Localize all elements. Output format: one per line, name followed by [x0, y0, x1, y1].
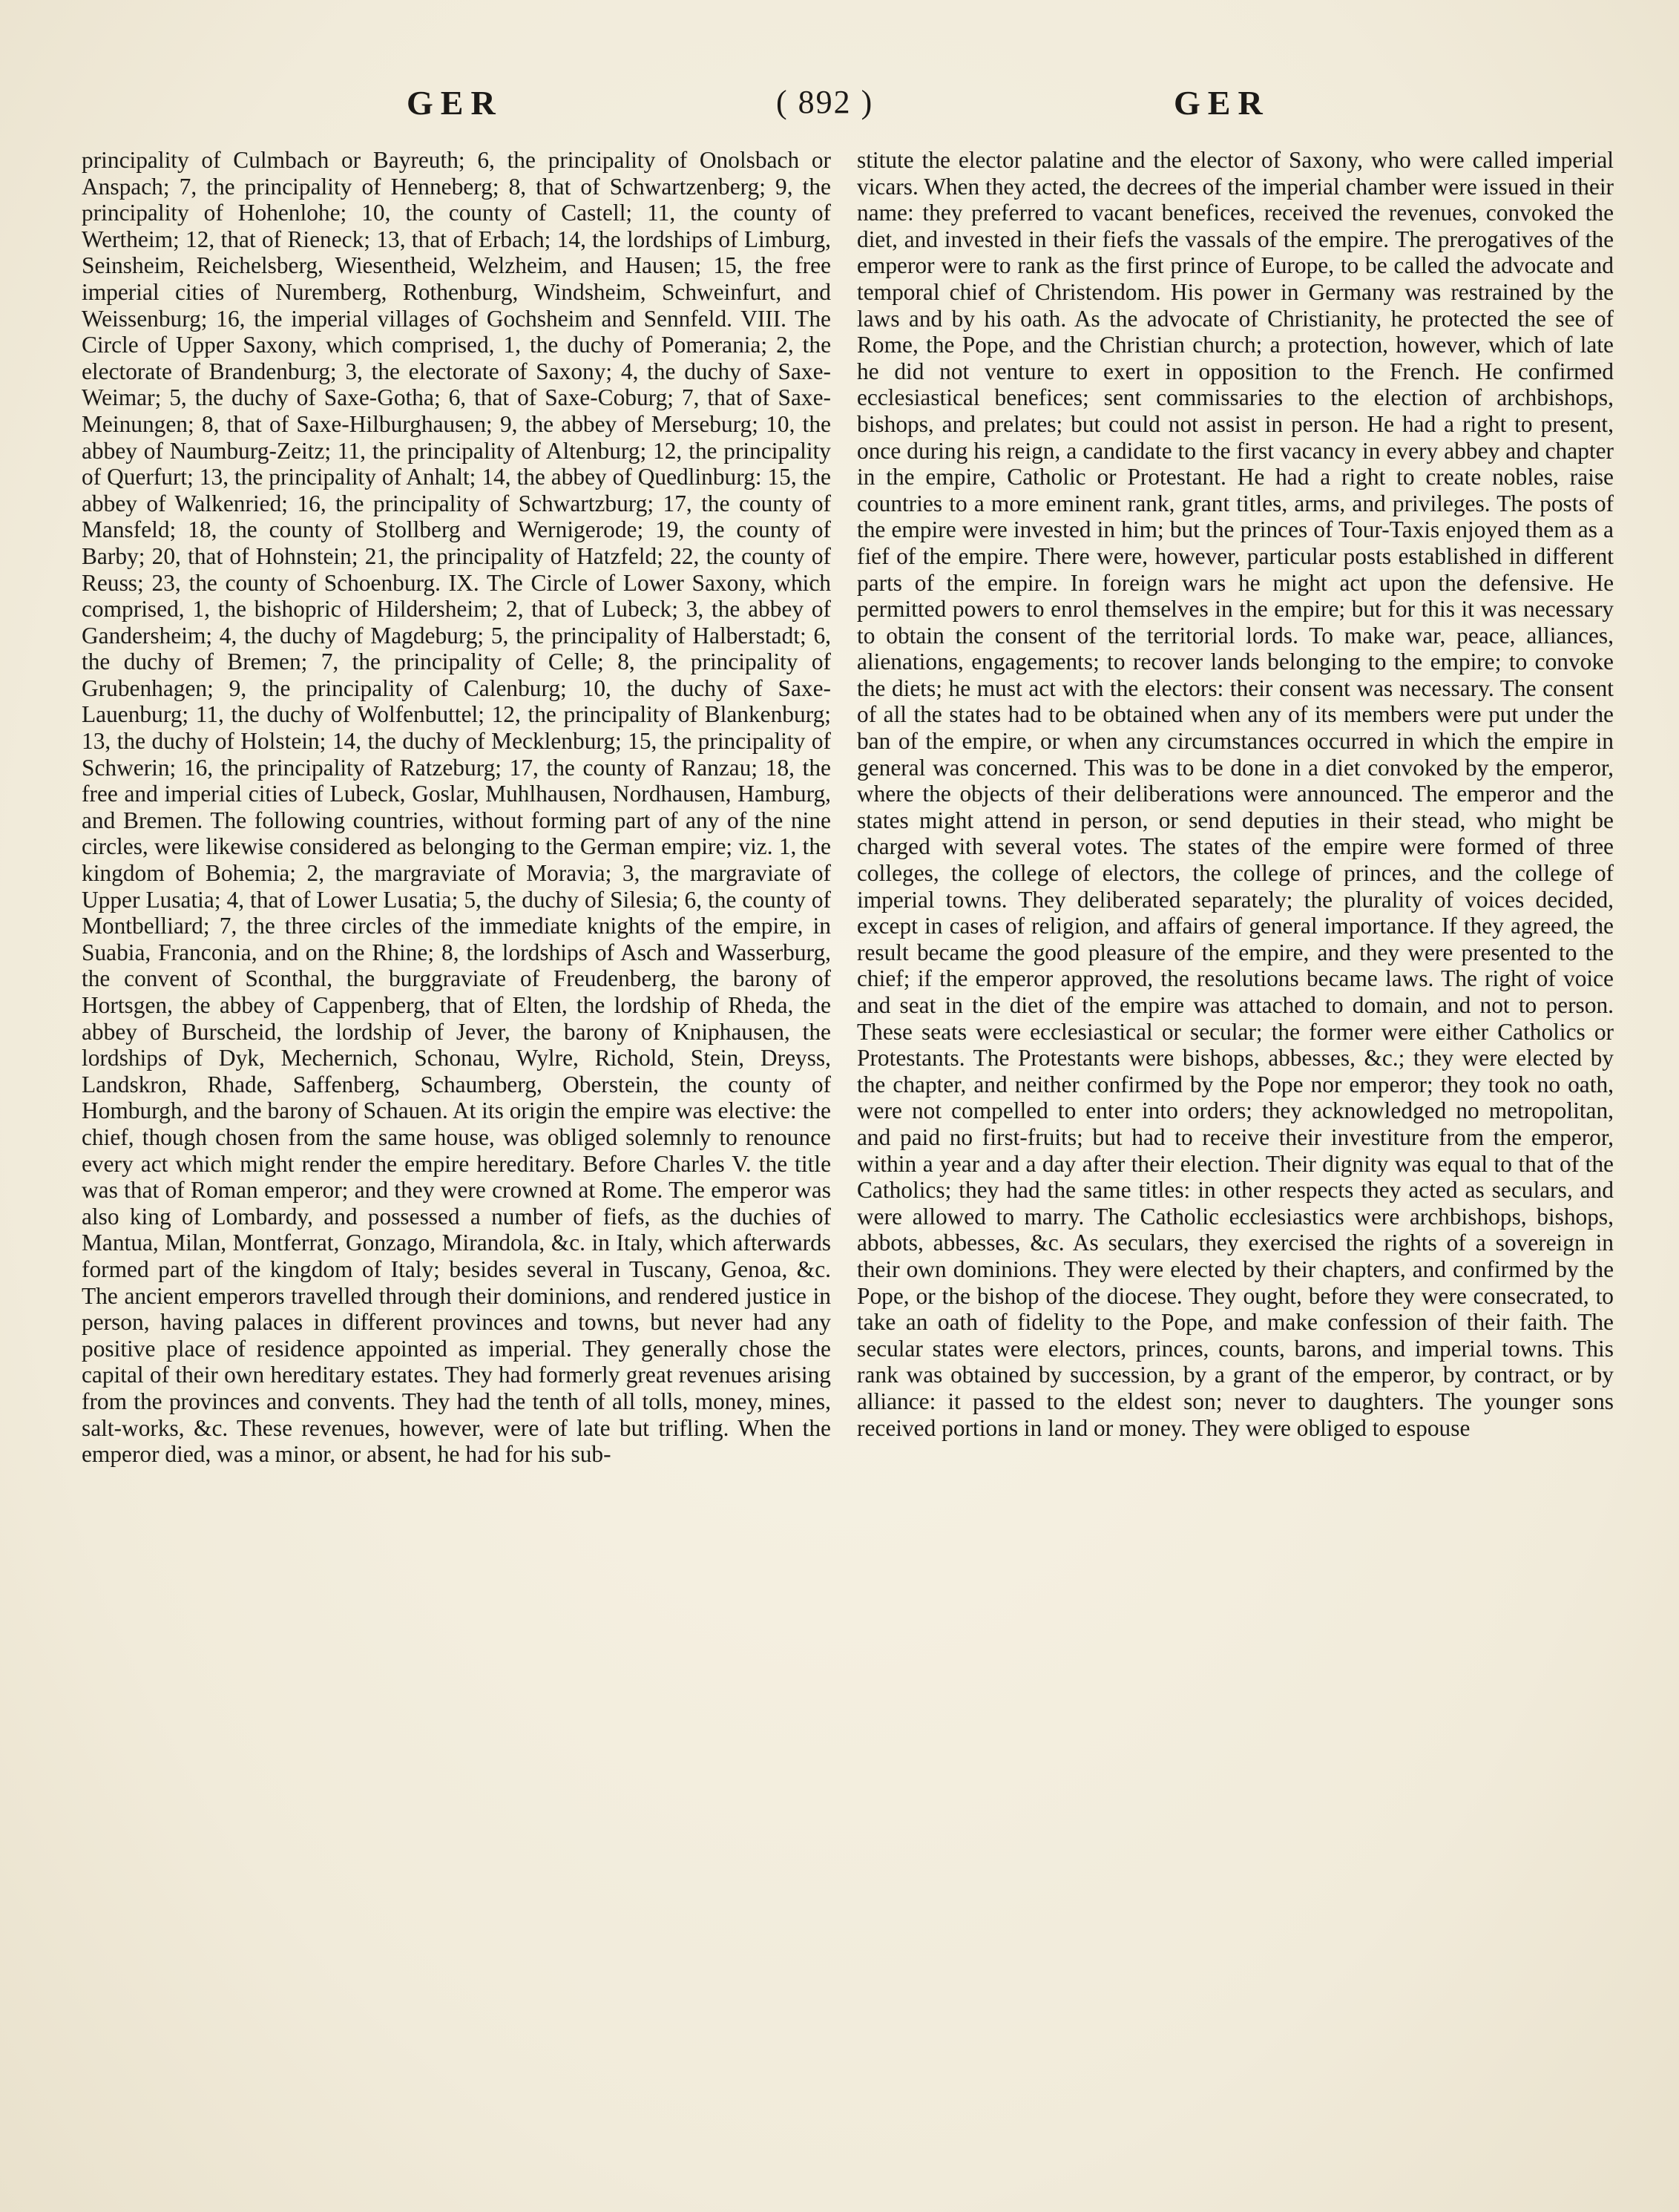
header-left: GER: [407, 84, 503, 122]
left-column: [82, 147, 831, 1468]
right-column: [857, 147, 1614, 1441]
running-header: [0, 83, 1679, 135]
page-number: ( 892 ): [776, 84, 874, 120]
right-column-text: stitute the elector palatine and the elector of Saxony, who were called imperial vicars. When they acted, the decrees of the imperial chamber were issued in their name: they preferred to vacant benefices, received the revenues, convoked the diet, and invested in their fiefs the vassals of the empire. The prerogatives of the emperor were to rank as the first prince of Europe, to be called the advocate and temporal chief of Christendom. His power in Germany was restrained by the laws and by his oath. As the advocate of Christianity, he protected the see of Rome, the Pope, and the Christian church; a protection, however, which of late he did not venture to exert in opposition to the French. He confirmed ecclesiastical benefices; sent commissaries to the election of archbishops, bishops, and prelates; but could not assist in person. He had a right to present, once during his reign, a candidate to the first vacancy in every abbey and chapter in the empire, Catholic or Protestant. He had a right to create nobles, raise countries to a more eminent rank, grant titles, arms, and privileges. The posts of the empire were invested in him; but the princes of Tour-Taxis enjoyed them as a fief of the empire. There were, however, particular posts established in different parts of the empire. In foreign wars he might act upon the defensive. He permitted powers to enrol themselves in the empire; but for this it was necessary to obtain the consent of the territorial lords. To make war, peace, alliances, alienations, engagements; to recover lands belonging to the empire; to convoke the diets; he must act with the electors: their consent was necessary. The consent of all the states had to be obtained when any of its members were put under the ban of the empire, or when any circumstances occurred in which the empire in general was concerned. This was to be done in a diet convoked by the emperor, where the objects of their deliberations were announced. The emperor and the states might attend in person, or send deputies in their stead, who might be charged with several votes. The states of the empire were formed of three colleges, the college of electors, the college of princes, and the college of imperial towns. They deliberated separately; the plurality of voices decided, except in cases of religion, and affairs of general importance. If they agreed, the result became the good pleasure of the empire, and they were presented to the chief; if the emperor approved, the resolutions became laws. The right of voice and seat in the diet of the empire was attached to domain, and not to person. These seats were ecclesiastical or secular; the former were either Catholics or Protestants. The Protestants were bishops, abbesses, &c.; they were elected by the chapter, and neither confirmed by the Pope nor emperor; they took no oath, were not compelled to enter into orders; they acknowledged no metropolitan, and paid no first-fruits; but had to receive their investiture from the emperor, within a year and a day after their election. Their dignity was equal to that of the Catholics; they had the same titles: in other respects they acted as seculars, and were allowed to marry. The Catholic ecclesiastics were archbishops, bishops, abbots, abbesses, &c. As seculars, they exercised the rights of a sovereign in their own dominions. They were elected by their chapters, and confirmed by the Pope, or the bishop of the diocese. They ought, before they were consecrated, to take an oath of fidelity to the Pope, and make confession of their faith. The secular states were electors, princes, counts, barons, and imperial towns. This rank was obtained by succession, by a grant of the emperor, by contract, or by alliance: it passed to the eldest son; never to daughters. The younger sons received portions in land or money. They were obliged to espouse: [857, 147, 1614, 1441]
left-column-text: principality of Culmbach or Bayreuth; 6, the principality of Onolsbach or Anspach; 7, the principality of Henneberg; 8, that of Schwartzenberg; 9, the principality of Hohenlohe; 10, the county of Castell; 11, the county of Wertheim; 12, that of Rieneck; 13, that of Erbach; 14, the lordships of Limburg, Seinsheim, Reichelsberg, Wiesentheid, Welzheim, and Hausen; 15, the free imperial cities of Nuremberg, Rothenburg, Windsheim, Schweinfurt, and Weissenburg; 16, the imperial villages of Gochsheim and Sennfeld. VIII. The Circle of Upper Saxony, which comprised, 1, the duchy of Pomerania; 2, the electorate of Brandenburg; 3, the electorate of Saxony; 4, the duchy of Saxe-Weimar; 5, the duchy of Saxe-Gotha; 6, that of Saxe-Coburg; 7, that of Saxe-Meinungen; 8, that of Saxe-Hilburghausen; 9, the abbey of Merseburg; 10, the abbey of Naumburg-Zeitz; 11, the principality of Altenburg; 12, the principality of Querfurt; 13, the principality of Anhalt; 14, the abbey of Quedlinburg: 15, the abbey of Walkenried; 16, the principality of Schwartzburg; 17, the county of Mansfeld; 18, the county of Stollberg and Wernigerode; 19, the county of Barby; 20, that of Hohnstein; 21, the principality of Hatzfeld; 22, the county of Reuss; 23, the county of Schoenburg. IX. The Circle of Lower Saxony, which comprised, 1, the bishopric of Hildersheim; 2, that of Lubeck; 3, the abbey of Gandersheim; 4, the duchy of Magdeburg; 5, the principality of Halberstadt; 6, the duchy of Bremen; 7, the principality of Celle; 8, the principality of Grubenhagen; 9, the principality of Calenburg; 10, the duchy of Saxe-Lauenburg; 11, the duchy of Wolfenbuttel; 12, the principality of Blankenburg; 13, the duchy of Holstein; 14, the duchy of Mecklenburg; 15, the principality of Schwerin; 16, the principality of Ratzeburg; 17, the county of Ranzau; 18, the free and imperial cities of Lubeck, Goslar, Muhlhausen, Nordhausen, Hamburg, and Bremen. The following countries, without forming part of any of the nine circles, were likewise considered as belonging to the German empire; viz. 1, the kingdom of Bohemia; 2, the margraviate of Moravia; 3, the margraviate of Upper Lusatia; 4, that of Lower Lusatia; 5, the duchy of Silesia; 6, the county of Montbelliard; 7, the three circles of the immediate knights of the empire, in Suabia, Franconia, and on the Rhine; 8, the lordships of Asch and Wasserburg, the convent of Sconthal, the burggraviate of Freudenberg, the barony of Hortsgen, the abbey of Cappenberg, that of Elten, the lordship of Rheda, the abbey of Burscheid, the lordship of Jever, the barony of Kniphausen, the lordships of Dyk, Mechernich, Schonau, Wylre, Richold, Stein, Dreyss, Landskron, Rhade, Saffenberg, Schaumberg, Oberstein, the county of Homburgh, and the barony of Schauen. At its origin the empire was elective: the chief, though chosen from the same house, was obliged solemnly to renounce every act which might render the empire hereditary. Before Charles V. the title was that of Roman emperor; and they were crowned at Rome. The emperor was also king of Lombardy, and possessed a number of fiefs, as the duchies of Mantua, Milan, Montferrat, Gonzago, Mirandola, &c. in Italy, which afterwards formed part of the kingdom of Italy; besides several in Tuscany, Genoa, &c. The ancient emperors travelled through their dominions, and rendered justice in person, having palaces in different provinces and towns, but never had any positive place of residence appointed as imperial. They generally chose the capital of their own hereditary estates. They had formerly great revenues arising from the provinces and convents. They had the tenth of all tolls, money, mines, salt-works, &c. These revenues, however, were of late but trifling. When the emperor died, was a minor, or absent, he had for his sub-: [82, 147, 831, 1468]
header-right: GER: [1174, 84, 1270, 122]
